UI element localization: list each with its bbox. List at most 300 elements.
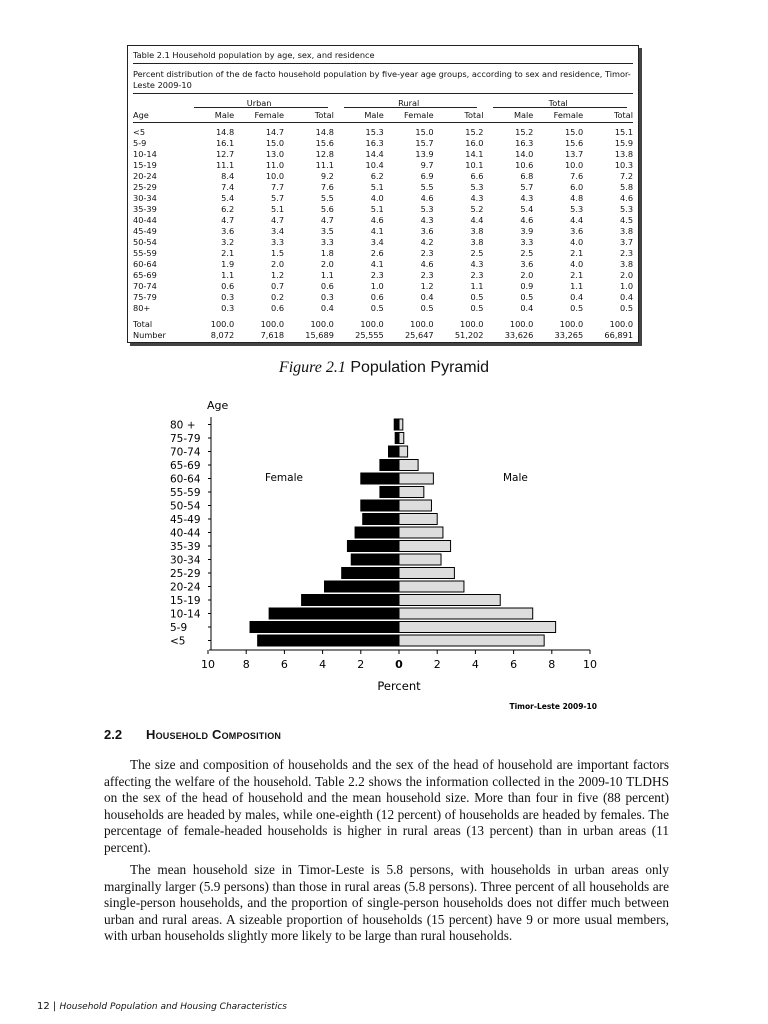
table-cell: 7.6 [320, 182, 334, 192]
table-cell: 15,689 [305, 330, 334, 340]
bar-female [380, 460, 399, 471]
x-tick-label: 10 [583, 658, 597, 671]
table-cell: 3.5 [320, 226, 334, 236]
table-cell: 0.4 [620, 292, 634, 302]
table-cell: 1.8 [320, 248, 334, 258]
table-cell: 3.6 [420, 226, 434, 236]
table-cell: 3.6 [221, 226, 235, 236]
table-cell: 2.3 [420, 270, 434, 280]
table-cell: 14.8 [215, 127, 235, 137]
table-cell: 6.6 [470, 171, 484, 181]
y-tick-label: 75-79 [170, 433, 201, 445]
table-cell: 4.0 [570, 237, 584, 247]
row-label: 45-49 [133, 226, 157, 236]
table-cell: 2.0 [320, 259, 334, 269]
table-cell: 2.3 [420, 248, 434, 258]
table-cell: 15.9 [614, 138, 634, 148]
table-body [133, 123, 633, 314]
table-cell: 6.8 [520, 171, 534, 181]
table-cell: 4.0 [370, 193, 384, 203]
x-tick-label: 8 [242, 658, 250, 671]
table-cell: 0.4 [520, 303, 534, 313]
bar-male [399, 622, 556, 633]
table-row [133, 149, 633, 160]
row-label: 10-14 [133, 149, 157, 159]
table-cell: 2.5 [470, 248, 484, 258]
table-cell: 100.0 [210, 319, 235, 329]
table-cell: 0.5 [470, 292, 484, 302]
row-label: 40-44 [133, 215, 157, 225]
table-cell: 4.0 [570, 259, 584, 269]
table-cell: 0.4 [570, 292, 584, 302]
bar-female [355, 527, 399, 538]
table-cell: 4.4 [570, 215, 584, 225]
bar-male [399, 568, 454, 579]
column-header: Female [404, 110, 434, 120]
table-cell: 0.3 [221, 303, 235, 313]
bar-female [388, 446, 399, 457]
row-label: Total [133, 319, 153, 329]
section-title: Household Composition [146, 727, 282, 742]
row-label: <5 [133, 127, 146, 137]
bar-male [399, 635, 544, 646]
y-tick-label: 50-54 [170, 500, 201, 513]
table-cell: 3.8 [470, 226, 484, 236]
bar-female [351, 554, 399, 565]
table-cell: 5.4 [221, 193, 235, 203]
table-cell: 11.1 [215, 160, 235, 170]
table-cell: 5.1 [370, 182, 384, 192]
table-cell: 4.8 [570, 193, 584, 203]
table-cell: 3.4 [370, 237, 384, 247]
table-cell: 100.0 [360, 319, 384, 329]
table-cell: 4.3 [520, 193, 534, 203]
section-number: 2.2 [104, 727, 123, 742]
table-cell: 1.2 [271, 270, 285, 280]
table-row [133, 215, 633, 226]
table-cell: 100.0 [410, 319, 434, 329]
bar-male [399, 500, 431, 511]
table-cell: 0.3 [320, 292, 334, 302]
table-cell: 5.3 [570, 204, 584, 214]
table-cell: 0.6 [370, 292, 384, 302]
table-cell: 14.4 [365, 149, 384, 159]
table-cell: 0.2 [271, 292, 285, 302]
table-cell: 2.3 [470, 270, 484, 280]
table-total-row [133, 319, 633, 330]
bar-male [399, 595, 500, 606]
bar-male [399, 581, 464, 592]
y-tick-label: 45-49 [170, 514, 201, 526]
column-header: Total [464, 110, 484, 120]
x-tick-label: 10 [201, 658, 215, 671]
table-cell: 16.3 [365, 138, 384, 148]
table-cell: 15.6 [315, 138, 334, 148]
table-cell: 6.2 [221, 204, 235, 214]
table-cell: 3.8 [620, 259, 634, 269]
y-tick-label: 70-74 [170, 446, 201, 459]
table-cell: 2.5 [520, 248, 534, 258]
table-cell: 4.6 [370, 215, 384, 225]
row-label: 50-54 [133, 237, 157, 247]
table-row [133, 138, 633, 149]
y-axis-label: Age [207, 399, 229, 412]
table-cell: 7.2 [620, 171, 634, 181]
table-cell: 10.0 [564, 160, 584, 170]
bar-female [325, 581, 399, 592]
table-row [133, 237, 633, 248]
table-cell: 3.6 [570, 226, 584, 236]
row-label: 80+ [133, 303, 151, 313]
y-tick-label: 65-69 [170, 460, 201, 472]
paragraph-2: The mean household size in Timor-Leste is 5.8 persons, with households in urban areas only marginally larger (5.9 persons) than those in rural areas (5.8 persons). Three percent of all households are single-person households, and the proportion of single-person households does not differ much between urban and rural areas. A sizeable proportion of households (15 percent) have 9 or more usual members, with urban households slightly more likely to be large than rural households. [104, 862, 669, 943]
table-cell: 5.3 [420, 204, 434, 214]
group-total: Total [483, 98, 633, 108]
table-cell: 0.5 [420, 303, 434, 313]
y-tick-label: 55-59 [170, 487, 201, 499]
column-header: Male [513, 110, 534, 120]
table-cell: 5.2 [470, 204, 484, 214]
table-cell: 3.7 [620, 237, 634, 247]
table-cell: 25,555 [355, 330, 384, 340]
y-tick-label: 40-44 [170, 527, 201, 540]
table-cell: 5.5 [420, 182, 434, 192]
table-cell: 15.2 [515, 127, 534, 137]
bar-female [258, 635, 399, 646]
table-row [133, 171, 633, 182]
bar-female [380, 487, 399, 498]
table-cell: 100.0 [609, 319, 634, 329]
table-cell: 0.6 [271, 303, 285, 313]
table-cell: 0.5 [570, 303, 584, 313]
bar-female [302, 595, 399, 606]
bar-male [399, 460, 418, 471]
table-cell: 12.8 [315, 149, 334, 159]
y-tick-label: 80 + [170, 419, 196, 432]
table-cell: 100.0 [559, 319, 584, 329]
table-cell: 5.1 [271, 204, 285, 214]
y-tick-label: 35-39 [170, 541, 201, 553]
table-cell: 13.9 [415, 149, 434, 159]
table-cell: 13.7 [564, 149, 584, 159]
table-cell: 3.8 [620, 226, 634, 236]
table-cell: 10.6 [515, 160, 534, 170]
table-cell: 4.2 [420, 237, 434, 247]
bar-male [399, 541, 451, 552]
table-row [133, 160, 633, 171]
table-cell: 7.6 [570, 171, 584, 181]
row-label: 20-24 [133, 171, 157, 181]
table-cell: 7,618 [260, 330, 285, 340]
x-tick-label: 2 [433, 658, 441, 671]
y-tick-label: 20-24 [170, 581, 201, 594]
table-cell: 9.7 [420, 160, 434, 170]
table-cell: 3.3 [320, 237, 334, 247]
table-cell: 4.7 [320, 215, 334, 225]
bar-female [363, 514, 399, 525]
table-cell: 100.0 [460, 319, 484, 329]
table-cell: 1.9 [221, 259, 235, 269]
bar-male [399, 608, 533, 619]
table-cell: 10.1 [465, 160, 484, 170]
table-cell: 0.7 [271, 281, 285, 291]
bar-male [399, 433, 404, 444]
table-cell: 8.4 [221, 171, 235, 181]
table-cell: 0.5 [520, 292, 534, 302]
population-pyramid-chart [0, 390, 768, 720]
table-cell: 4.4 [470, 215, 484, 225]
table-cell: 6.9 [420, 171, 434, 181]
table-cell: 0.6 [320, 281, 334, 291]
table-cell: 2.6 [370, 248, 384, 258]
y-tick-label: 60-64 [170, 473, 201, 486]
bar-female [395, 433, 399, 444]
table-row [133, 204, 633, 215]
table-row [133, 248, 633, 259]
table-subtitle: Percent distribution of the de facto household population by five-year age groups, according to sex and residence, Timor-Leste 2009-10 [133, 64, 633, 94]
table-cell: 11.1 [315, 160, 334, 170]
series-label-female: Female [265, 472, 303, 484]
table-cell: 15.2 [465, 127, 484, 137]
table-cell: 100.0 [310, 319, 334, 329]
table-cell: 4.5 [620, 215, 634, 225]
table-cell: 14.7 [265, 127, 285, 137]
row-label: 65-69 [133, 270, 157, 280]
table-cell: 15.3 [365, 127, 384, 137]
bar-male [399, 527, 443, 538]
table-row [133, 303, 633, 314]
table-cell: 10.4 [365, 160, 384, 170]
table-cell: 9.2 [320, 171, 334, 181]
row-label: 60-64 [133, 259, 157, 269]
series-label-male: Male [503, 472, 528, 484]
table-cell: 16.1 [215, 138, 235, 148]
table-cell: 1.5 [271, 248, 285, 258]
table-cell: 2.0 [620, 270, 634, 280]
row-label: 15-19 [133, 160, 157, 170]
figure-caption: Population Pyramid [350, 359, 490, 376]
table-cell: 1.1 [320, 270, 334, 280]
table-cell: 15.6 [564, 138, 584, 148]
bar-female [394, 419, 399, 430]
figure-label: Figure 2.1 [278, 359, 346, 376]
x-axis-label: Percent [377, 679, 421, 693]
table-cell: 100.0 [509, 319, 534, 329]
table-cell: 4.6 [520, 215, 534, 225]
page-footer [37, 1001, 287, 1012]
table-cell: 66,891 [604, 330, 634, 340]
table-cell: 2.1 [570, 270, 584, 280]
table-cell: 33,626 [504, 330, 534, 340]
y-tick-label: 15-19 [170, 595, 201, 607]
x-tick-label: 6 [510, 658, 518, 671]
table-cell: 7.4 [221, 182, 235, 192]
figure-source: Timor-Leste 2009-10 [509, 702, 597, 711]
table-cell: 5.6 [320, 204, 334, 214]
table-cell: 4.3 [470, 259, 484, 269]
table-cell: 3.6 [520, 259, 534, 269]
table-cell: 1.1 [221, 270, 235, 280]
table-cell: 0.5 [470, 303, 484, 313]
table-cell: 1.1 [570, 281, 584, 291]
table-cell: 0.6 [221, 281, 235, 291]
table-cell: 7.7 [271, 182, 285, 192]
table-cell: 4.6 [620, 193, 634, 203]
table-group-header [133, 94, 633, 108]
section-heading [104, 727, 281, 742]
table-cell: 100.0 [260, 319, 285, 329]
table-cell: 5.5 [320, 193, 334, 203]
table-row [133, 127, 633, 138]
table-column-header [133, 108, 633, 123]
page-number: 12 [37, 1001, 50, 1012]
row-label: 55-59 [133, 248, 157, 258]
bar-female [361, 473, 399, 484]
x-tick-label: 4 [319, 658, 327, 671]
table-cell: 0.3 [221, 292, 235, 302]
row-label: 35-39 [133, 204, 157, 214]
row-label: 5-9 [133, 138, 147, 148]
table-cell: 5.4 [520, 204, 534, 214]
x-tick-label: 0 [395, 658, 403, 671]
table-cell: 2.3 [620, 248, 634, 258]
row-label: Number [133, 330, 166, 340]
table-cell: 13.0 [265, 149, 285, 159]
bar-female [342, 568, 399, 579]
table-cell: 14.0 [515, 149, 534, 159]
table-totals [133, 314, 633, 341]
table-cell: 5.1 [370, 204, 384, 214]
table-cell: 0.4 [320, 303, 334, 313]
table-row [133, 182, 633, 193]
table-cell: 25,647 [404, 330, 434, 340]
bar-male [399, 514, 437, 525]
table-cell: 0.5 [620, 303, 634, 313]
bar-male [399, 473, 433, 484]
table-row [133, 292, 633, 303]
y-tick-label: 10-14 [170, 608, 201, 621]
column-header: Total [613, 110, 634, 120]
table-row [133, 226, 633, 237]
table-cell: 2.1 [570, 248, 584, 258]
table-cell: 14.8 [315, 127, 334, 137]
table-cell: 15.7 [415, 138, 434, 148]
table-cell: 6.2 [370, 171, 384, 181]
table-cell: 4.7 [271, 215, 285, 225]
table-title: Table 2.1 Household population by age, sex, and residence [133, 49, 633, 64]
table-cell: 4.6 [420, 193, 434, 203]
table-cell: 6.0 [570, 182, 584, 192]
table-cell: 15.0 [415, 127, 434, 137]
table-cell: 3.4 [271, 226, 285, 236]
table-cell: 4.3 [420, 215, 434, 225]
bar-male [399, 554, 441, 565]
table-cell: 3.8 [470, 237, 484, 247]
x-tick-label: 4 [471, 658, 479, 671]
table-cell: 4.1 [370, 226, 384, 236]
x-tick-label: 2 [357, 658, 365, 671]
table-cell: 2.0 [520, 270, 534, 280]
column-header: Female [553, 110, 584, 120]
table-row [133, 281, 633, 292]
table-cell: 5.7 [271, 193, 285, 203]
bar-female [269, 608, 399, 619]
table-cell: 0.4 [420, 292, 434, 302]
table-cell: 3.2 [221, 237, 235, 247]
table-cell: 0.5 [370, 303, 384, 313]
footer-text: Household Population and Housing Characteristics [59, 1002, 287, 1012]
footer-separator: | [52, 1001, 57, 1012]
column-header: Total [314, 110, 334, 120]
table-cell: 1.0 [620, 281, 634, 291]
table-cell: 10.0 [265, 171, 285, 181]
group-urban: Urban [184, 98, 334, 108]
table-cell: 3.3 [520, 237, 534, 247]
table-cell: 0.9 [520, 281, 534, 291]
y-tick-label: 30-34 [170, 554, 201, 567]
table-cell: 10.3 [614, 160, 634, 170]
row-label: 70-74 [133, 281, 157, 291]
figure-title [0, 359, 768, 377]
bar-female [347, 541, 399, 552]
table-row [133, 193, 633, 204]
table-row [133, 259, 633, 270]
table-cell: 4.7 [221, 215, 235, 225]
table-cell: 8,072 [210, 330, 235, 340]
column-header: Age [133, 110, 149, 120]
table-cell: 14.1 [465, 149, 484, 159]
paragraph-1: The size and composition of households and the sex of the head of household are important factors affecting the welfare of the household. Table 2.2 shows the information collected in the 2009-10 TLDHS on the sex of the head of household and the mean household size. More than four in five (88 percent) households are headed by males, while one-eighth (12 percent) of households are headed by females. The percentage of female-headed households is higher in rural areas (13 percent) than in urban areas (11 percent). [104, 757, 669, 855]
table-cell: 33,265 [554, 330, 584, 340]
table-cell: 2.0 [271, 259, 285, 269]
table-cell: 4.3 [470, 193, 484, 203]
column-header: Female [254, 110, 285, 120]
table-cell: 15.1 [614, 127, 634, 137]
bar-male [399, 446, 408, 457]
x-tick-label: 8 [548, 658, 556, 671]
table-cell: 2.3 [370, 270, 384, 280]
y-tick-label: <5 [170, 635, 186, 648]
row-label: 25-29 [133, 182, 157, 192]
row-label: 30-34 [133, 193, 157, 203]
table-cell: 1.2 [420, 281, 434, 291]
table-cell: 16.0 [465, 138, 484, 148]
table-cell: 5.3 [470, 182, 484, 192]
bar-male [399, 419, 403, 430]
bar-female [361, 500, 399, 511]
table-cell: 4.6 [420, 259, 434, 269]
row-label: 75-79 [133, 292, 157, 302]
table-cell: 3.3 [271, 237, 285, 247]
table-cell: 16.3 [515, 138, 534, 148]
group-rural: Rural [334, 98, 484, 108]
table-cell: 12.7 [215, 149, 235, 159]
table-cell: 51,202 [454, 330, 484, 340]
bar-female [250, 622, 399, 633]
table-total-row [133, 330, 633, 341]
table-household-population [127, 45, 639, 343]
x-tick-label: 6 [280, 658, 288, 671]
column-header: Male [214, 110, 235, 120]
bar-male [399, 487, 424, 498]
y-tick-label: 5-9 [170, 622, 188, 634]
table-cell: 5.8 [620, 182, 634, 192]
column-header: Male [364, 110, 384, 120]
table-cell: 11.0 [265, 160, 285, 170]
y-tick-label: 25-29 [170, 568, 201, 580]
table-cell: 15.0 [564, 127, 584, 137]
table-cell: 2.1 [221, 248, 235, 258]
